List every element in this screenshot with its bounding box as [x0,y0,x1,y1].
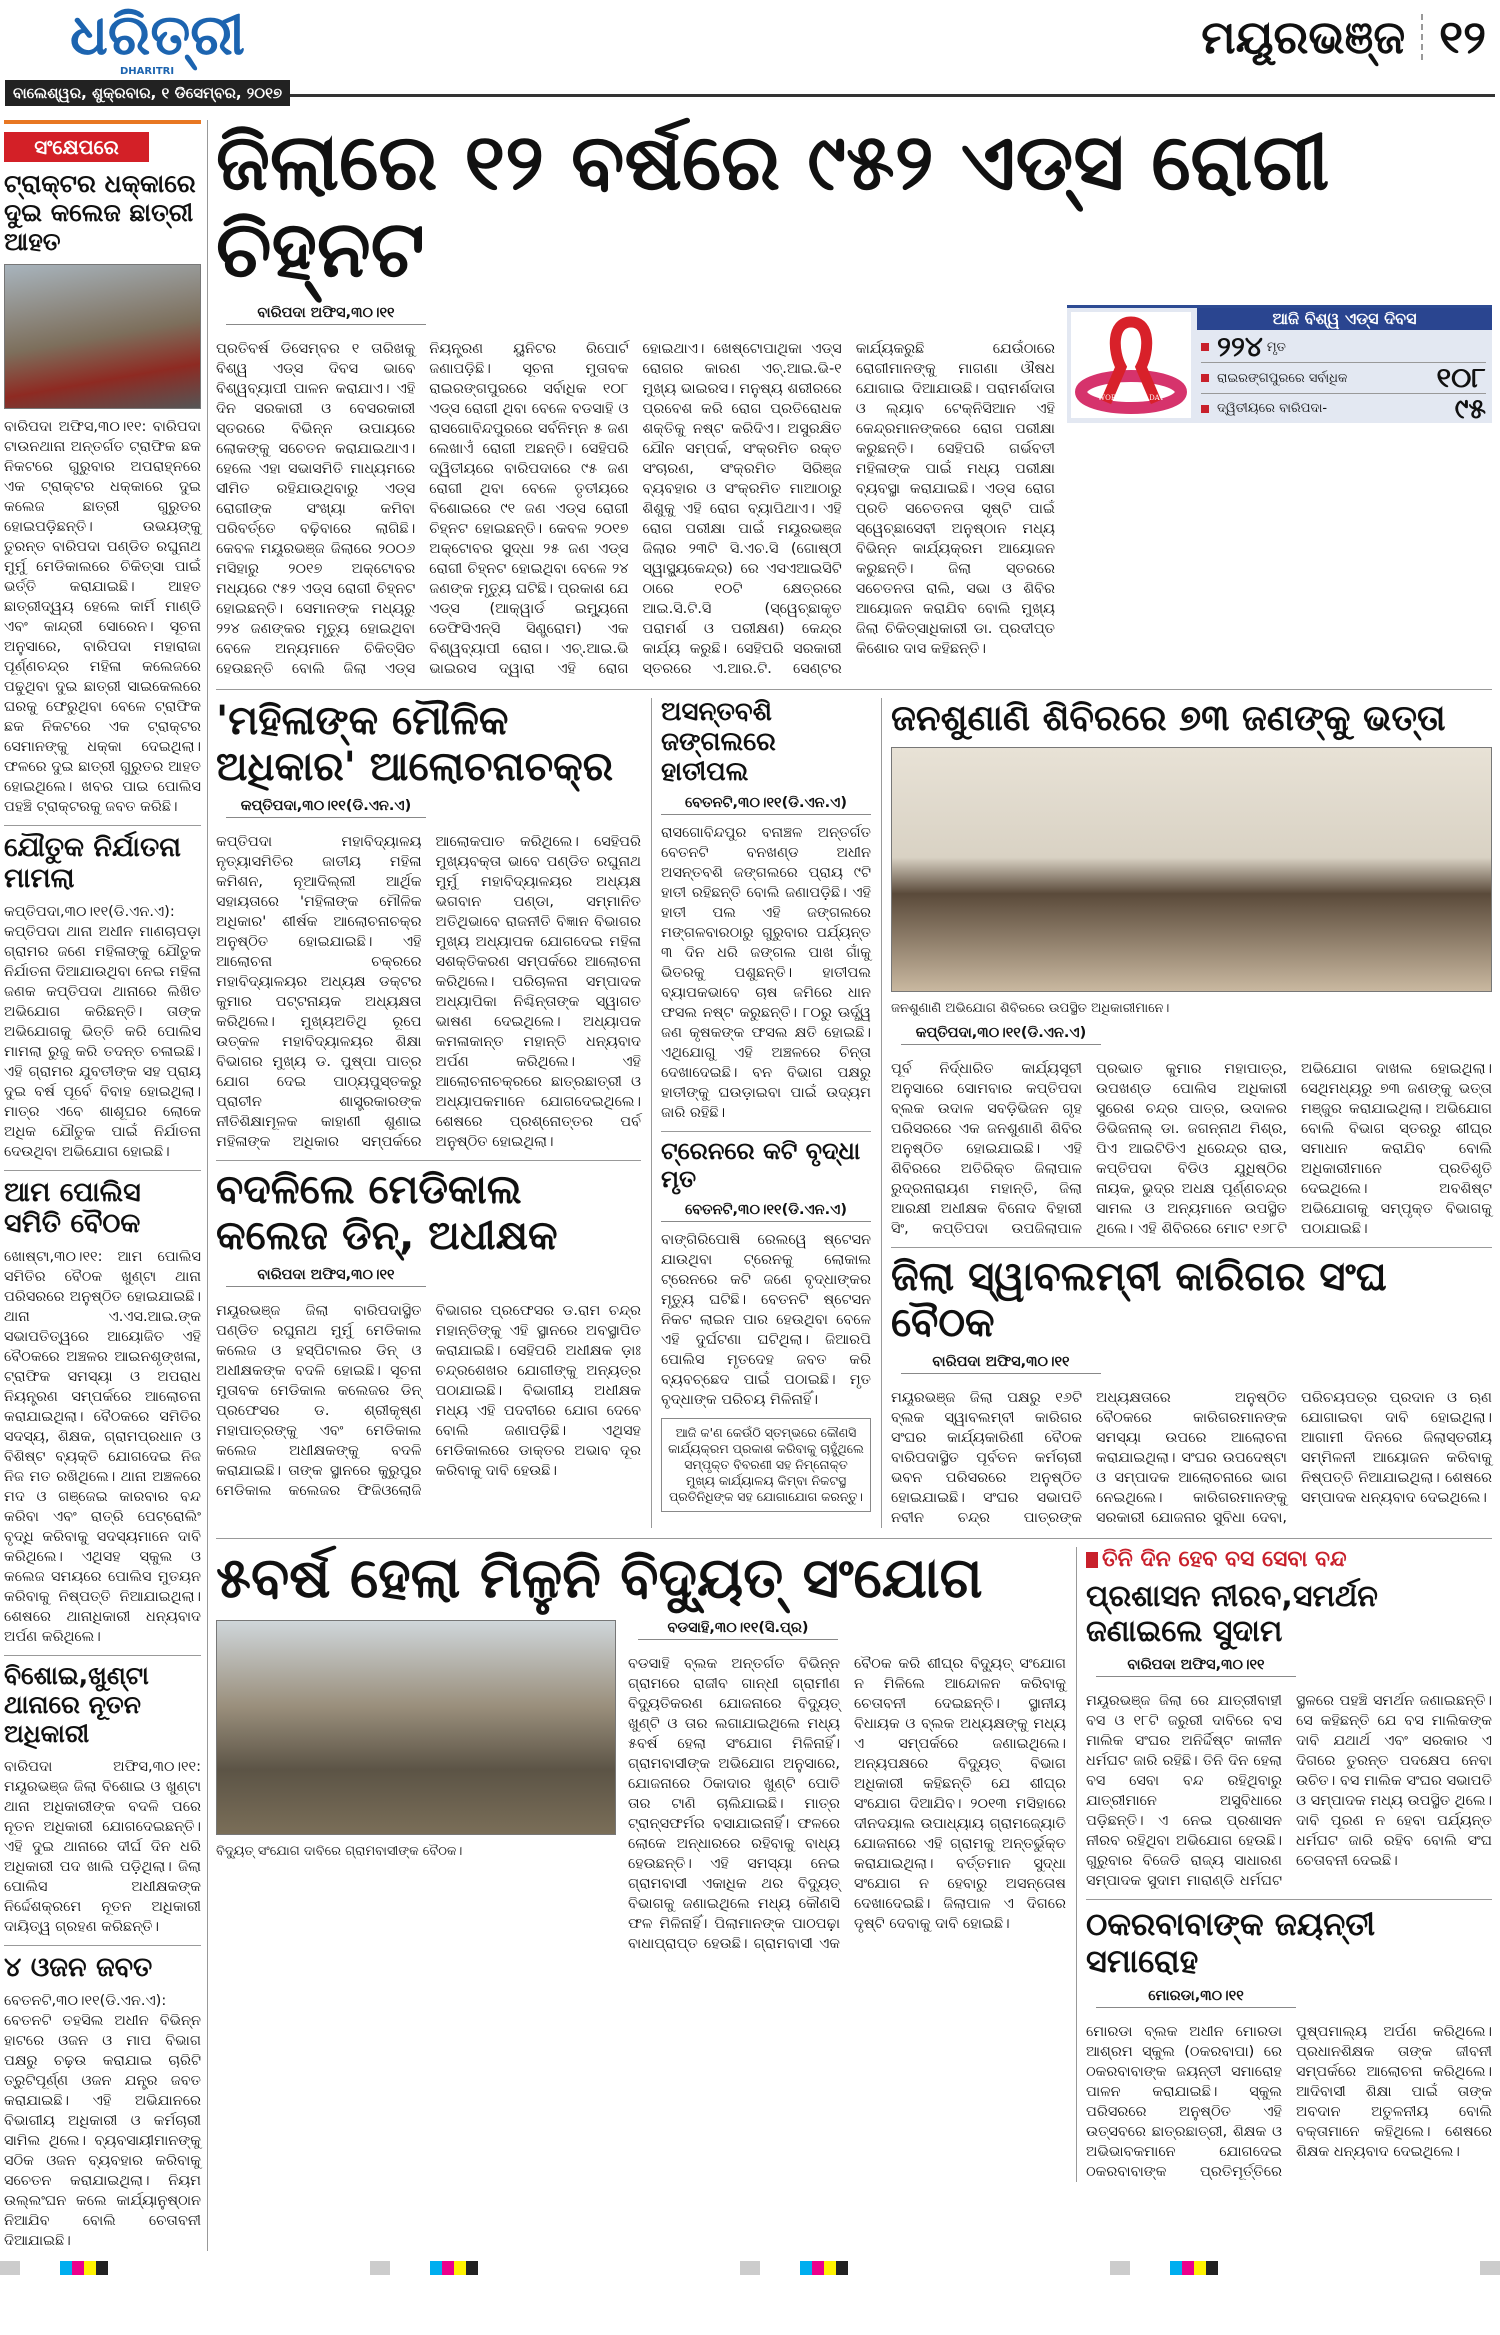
article-body: ବଡସାହି ବ୍ଲକ ଅନ୍ତର୍ଗତ ବିଭିନ୍ନ ଗ୍ରାମରେ ରାଜୀବ ଗାନ୍ଧୀ ଗ୍ରାମୀଣ ବିଦ୍ୟୁତିକରଣ ଯୋଜନାରେ ବିଦ୍ୟୁତ୍ ଖୁଣ୍ଟି ଓ ତାର ଲଗାଯାଇଥିଲେ ମଧ୍ୟ ୫ବର୍ଷ ହେଲା ସଂଯୋଗ ମିଳିନାହିଁ। ଗ୍ରାମବାସୀଙ୍କ ଅଭିଯୋଗ ଅନୁସାରେ, ଯୋଜନାରେ ଠିକାଦାର ଖୁଣ୍ଟି ପୋତି ତାର ଟାଣି ଚାଲିଯାଇଛି। ମାତ୍ର ଟ୍ରାନ୍ସଫର୍ମର ବସାଯାଇନାହିଁ। ଫଳରେ ଲୋକେ ଅନ୍ଧାରରେ ରହିବାକୁ ବାଧ୍ୟ ହେଉଛନ୍ତି। ଏହି ସମସ୍ୟା ନେଇ ଗ୍ରାମବାସୀ ଏକାଧିକ ଥର ବିଦ୍ୟୁତ୍ ବିଭାଗକୁ ଜଣାଇଥିଲେ ମଧ୍ୟ କୌଣସି ଫଳ ମିଳିନାହିଁ। ପିଲାମାନଙ୍କ ପାଠପଢ଼ା ବାଧାପ୍ରାପ୍ତ ହେଉଛି। ଗ୍ରାମବାସୀ ଏକ ବୈଠକ କରି ଶୀଘ୍ର ବିଦ୍ୟୁତ୍ ସଂଯୋଗ ନ ମିଳିଲେ ଆନ୍ଦୋଳନ କରିବାକୁ ଚେତାବନୀ ଦେଇଛନ୍ତି। ସ୍ଥାନୀୟ ବିଧାୟକ ଓ ବ୍ଲକ ଅଧ୍ୟକ୍ଷଙ୍କୁ ମଧ୍ୟ ଏ ସମ୍ପର୍କରେ ଜଣାଇଥିଲେ। ଅନ୍ୟପକ୍ଷରେ ବିଦ୍ୟୁତ୍ ବିଭାଗ ଅଧିକାରୀ କହିଛନ୍ତି ଯେ ଶୀଘ୍ର ସଂଯୋଗ ଦିଆଯିବ। ୨୦୧୩ ମସିହାରେ ଦୀନଦୟାଲ ଉପାଧ୍ୟାୟ ଗ୍ରାମଜ୍ୟୋତି ଯୋଜନାରେ ଏହି ଗ୍ରାମକୁ ଅନ୍ତର୍ଭୁକ୍ତ କରାଯାଇଥିଲା। ବର୍ତ୍ତମାନ ସୁଦ୍ଧା ସଂଯୋଗ ନ ହେବାରୁ ଅସନ୍ତୋଷ ଦେଖାଦେଇଛି। ଜିଲାପାଳ ଏ ଦିଗରେ ଦୃଷ୍ଟି ଦେବାକୁ ଦାବି ହୋଇଛି। [628,1655,1066,1952]
lead-headline: ଜିଲାରେ ୧୨ ବର୍ଷରେ ୯୫୨ ଏଡ୍ସ ରୋଗୀ ଚିହ୍ନଟ [216,118,1330,296]
notice-box: ଆଜି କ'ଣ କେଉଁଠି ସ୍ତମ୍ଭରେ କୌଣସି କାର୍ଯ୍ୟକ୍ରମ ପ୍ରକାଶ କରିବାକୁ ଚାହୁଁଥିଲେ ସମ୍ପୃକ୍ତ ବିବରଣୀ ସହ ନିମ୍ନୋକ୍ତ ମୁଖ୍ୟ କାର୍ଯ୍ୟାଳୟ କିମ୍ବା ନିକଟସ୍ଥ ପ୍ରତିନିଧିଙ୍କ ସହ ଯୋଗାଯୋଗ କରନ୍ତୁ। [661,1418,871,1512]
stat-row: ଦ୍ୱିତୀୟରେ ବାରିପଦା- ୯୫ [1201,394,1486,424]
brief-body: ଖୋଷ୍ଟା,୩୦।୧୧: ଆମ ପୋଲିସ ସମିତିର ବୈଠକ ଖୁଣ୍ଟା ଥାନା ପରିସରରେ ଅନୁଷ୍ଠିତ ହୋଇଯାଇଛି। ଥାନା ଏ.ଏସ.ଆଇ.ଙ୍କ ସଭାପତିତ୍ୱରେ ଆୟୋଜିତ ଏହି ବୈଠକରେ ଅଞ୍ଚଳର ଆଇନଶୃଙ୍ଖଳା, ଟ୍ରାଫିକ ସମସ୍ୟା ଓ ଅପରାଧ ନିୟନ୍ତ୍ରଣ ସମ୍ପର୍କରେ ଆଲୋଚନା କରାଯାଇଥିଲା। ବୈଠକରେ ସମିତିର ସଦସ୍ୟ, ଶିକ୍ଷକ, ଗ୍ରାମପ୍ରଧାନ ଓ ବିଶିଷ୍ଟ ବ୍ୟକ୍ତି ଯୋଗଦେଇ ନିଜ ନିଜ ମତ ରଖିଥିଲେ। ଥାନା ଅଞ୍ଚଳରେ ମଦ ଓ ଗଞ୍ଜେଇ କାରବାର ବନ୍ଦ କରିବା ଏବଂ ରାତ୍ରି ପେଟ୍ରୋଲିଂ ବୃଦ୍ଧି କରିବାକୁ ସଦସ୍ୟମାନେ ଦାବି କରିଥିଲେ। ଏଥିସହ ସ୍କୁଲ ଓ କଲେଜ ସମୟରେ ପୋଲିସ ମୁତୟନ କରିବାକୁ ନିଷ୍ପତ୍ତି ନିଆଯାଇଥିଲା। ଶେଷରେ ଥାନାଧିକାରୀ ଧନ୍ୟବାଦ ଅର୍ପଣ କରିଥିଲେ। [4,1249,201,1646]
headline: ୪ ଓଜନ ଜବତ [4,1945,201,1983]
dateline: ବଡସାହି,୩୦।୧୧(ସି.ପ୍ର) [638,1620,838,1640]
section-title: ମୟୂରଭଞ୍ଜ [1201,10,1406,64]
stat-row: ୨୨୪ ମୃତ [1201,333,1486,363]
article-body: ମୟୂରଭଞ୍ଜ ଜିଲା ବାରିପଦାସ୍ଥିତ ପଣ୍ଡିତ ରଘୁନାଥ ମୁର୍ମୁ ମେଡିକାଲ କଲେଜ ଓ ହସ୍ପିଟାଲର ଡିନ୍ ଓ ଅଧୀକ୍ଷକଙ୍କ ବଦଳି ହୋଇଛି। ସୂଚନା ମୁତାବକ ମେଡିକାଲ କଲେଜର ଡିନ୍ ପ୍ରଫେସର ଡ. ଶ୍ରୀକୃଷ୍ଣ ମହାପାତ୍ରଙ୍କୁ ଏବଂ ମେଡିକାଲ କଲେଜ ଅଧୀକ୍ଷକଙ୍କୁ ବଦଳି କରାଯାଇଛି। ତାଙ୍କ ସ୍ଥାନରେ କୁରୁପୁର ମେଡିକାଲ କଲେଜର ଫିଜିଓଲୋଜି ବିଭାଗର ପ୍ରଫେସର ଡ.ରାମ ଚନ୍ଦ୍ର ମହାନ୍ତିଙ୍କୁ ଏହି ସ୍ଥାନରେ ଅବସ୍ଥାପିତ କରାଯାଇଛି। ସେହିପରି ଅଧୀକ୍ଷକ ଡ଼ାଃ ଚନ୍ଦ୍ରଶେଖର ଯୋଗୀଙ୍କୁ ଅନ୍ୟତ୍ର ପଠାଯାଇଛି। ବିଭାଗୀୟ ଅଧୀକ୍ଷକ ମଧ୍ୟ ଏହି ପଦବୀରେ ଯୋଗ ଦେବେ ବୋଲି ଜଣାପଡ଼ିଛି। ଏଥିସହ ମେଡିକାଲରେ ଡାକ୍ତର ଅଭାବ ଦୂର କରିବାକୁ ଦାବି ହେଉଛି। [216,1302,641,1499]
dateline: ମୋରଡା,୩୦।୧୧ [1096,1988,1296,2008]
logo-text: WORLD AIDS DAY [1097,393,1165,402]
brief-body: କପ୍ତିପଦା,୩୦।୧୧(ଡି.ଏନ.ଏ): କପ୍ତିପଦା ଥାନା ଅଧୀନ ମାଣଚାପଡ଼ା ଗ୍ରାମର ଜଣେ ମହିଳାଙ୍କୁ ଯୌତୁକ ନିର୍ଯାତନା ଦିଆଯାଉଥିବା ନେଇ ମହିଳା ଜଣକ କପ୍ତିପଦା ଥାନାରେ ଲିଖିତ ଅଭିଯୋଗ କରିଛନ୍ତି। ତାଙ୍କ ଅଭିଯୋଗକୁ ଭିତ୍ତି କରି ପୋଲିସ ମାମଲା ରୁଜୁ କରି ତଦନ୍ତ ଚଳାଇଛି। ଏହି ଗ୍ରାମର ଯୁବତୀଙ୍କ ସହ ପ୍ରାୟ ଦୁଇ ବର୍ଷ ପୂର୍ବେ ବିବାହ ହୋଇଥିଲା। ମାତ୍ର ଏବେ ଶାଶୂଘର ଲୋକେ ଅଧିକ ଯୌତୁକ ପାଇଁ ନିର୍ଯାତନା ଦେଉଥିବା ଅଭିଯୋଗ ହୋଇଛି। [4,904,201,1161]
page-body [0,112,1500,2251]
photo-caption: ଜନଶୁଣାଣି ଅଭିଯୋଗ ଶିବିରରେ ଉପସ୍ଥିତ ଅଧିକାରୀମାନେ। [891,1001,1170,1017]
electric-text [628,1620,1066,1954]
electric-content [216,1620,1066,1954]
brief-body: ବାରିପଦା ଅଫିସ,୩୦।୧୧: ମୟୂରଭଞ୍ଜ ଜିଲା ବିଶୋଇ ଓ ଖୁଣ୍ଟା ଥାନା ଅଧିକାରୀଙ୍କ ବଦଳି ପରେ ନୂତନ ଅଧିକାରୀ ଯୋଗଦେଇଛନ୍ତି। ଏହି ଦୁଇ ଥାନାରେ ଦୀର୍ଘ ଦିନ ଧରି ଅଧିକାରୀ ପଦ ଖାଲି ପଡ଼ିଥିଲା। ଜିଲା ପୋଲିସ ଅଧୀକ୍ଷକଙ୍କ ନିର୍ଦ୍ଦେଶକ୍ରମେ ନୂତନ ଅଧିକାରୀ ଦାୟିତ୍ୱ ଗ୍ରହଣ କରିଛନ୍ତି। [4,1758,201,1935]
dateline: କପ୍ତିପଦା,୩୦।୧୧(ଡି.ଏନ.ଏ) [226,798,426,818]
brief-column [4,120,208,2251]
brief-body: ବେତନଟି,୩୦।୧୧(ଡି.ଏନ.ଏ): ବେତନଟି ତହସିଲ ଅଧୀନ ବିଭିନ୍ନ ହାଟରେ ଓଜନ ଓ ମାପ ବିଭାଗ ପକ୍ଷରୁ ଚଢ଼ଉ କରାଯାଇ ଚାରିଟି ତ୍ରୁଟିପୂର୍ଣ୍ଣ ଓଜନ ଯନ୍ତ୍ର ଜବତ କରାଯାଇଛି। ଏହି ଅଭିଯାନରେ ବିଭାଗୀୟ ଅଧିକାରୀ ଓ କର୍ମଚାରୀ ସାମିଲ ଥିଲେ। ବ୍ୟବସାୟୀମାନଙ୍କୁ ସଠିକ ଓଜନ ବ୍ୟବହାର କରିବାକୁ ସଚେତନ କରାଯାଇଥିଲା। ନିୟମ ଉଲ୍ଲଂଘନ କଲେ କାର୍ଯ୍ୟାନୁଷ୍ଠାନ ନିଆଯିବ ବୋଲି ଚେତାବନୀ ଦିଆଯାଇଛି। [4,1992,201,2249]
page-number: ୧୨ [1421,14,1486,60]
headline: ବିଶୋଇ,ଖୁଣ୍ଟା ଥାନାରେ ନୂତନ ଅଧିକାରୀ [4,1655,201,1748]
article-body: ରାସଗୋବିନ୍ଦପୁର ବନାଞ୍ଚଳ ଅନ୍ତର୍ଗତ ବେତନଟି ବନଖଣ୍ଡ ଅଧୀନ ଅସନ୍ତବଶି ଜଙ୍ଗଲରେ ପ୍ରାୟ ୯ଟି ହାତୀ ରହିଛନ୍ତି ବୋଲି ଜଣାପଡ଼ିଛି। ଏହି ହାତୀ ପଲ ଏହି ଜଙ୍ଗଲରେ ମଙ୍ଗଳବାରଠାରୁ ଗୁରୁବାର ପର୍ଯ୍ୟନ୍ତ ୩ ଦିନ ଧରି ଜଙ୍ଗଲ ପାଖ ଗାଁକୁ ଭିତରକୁ ପଶୁଛନ୍ତି। ହାତୀପଲ ବ୍ୟାପକଭାବେ ଚାଷ ଜମିରେ ଧାନ ଫସଲ ନଷ୍ଟ କରୁଛନ୍ତି। ୮୦ରୁ ଊର୍ଦ୍ଧ୍ୱ ଜଣ କୃଷକଙ୍କ ଫସଲ କ୍ଷତି ହୋଇଛି। ଏଥିଯୋଗୁ ଏହି ଅଞ୍ଚଳରେ ଚିନ୍ତା ଦେଖାଦେଇଛି। ବନ ବିଭାଗ ପକ୍ଷରୁ ହାତୀଙ୍କୁ ଘଉଡ଼ାଇବା ପାଇଁ ଉଦ୍ୟମ ଜାରି ରହିଛି। [661,825,871,1122]
kicker [1086,1547,1492,1572]
headline: ଯୌତୁକ ନିର୍ଯାତନା ମାମଲା [4,825,201,894]
print-registration-bar [0,2261,1500,2275]
dateline: ବେତନଟି,୩୦।୧୧(ଡି.ଏନ.ଏ) [661,795,871,815]
headline: ବଦଳିଲେ ମେଡିକାଲ କଲେଜ ଡିନ୍, ଅଧୀକ୍ଷକ [216,1160,641,1259]
brief-badge: ସଂକ୍ଷେପରେ [4,132,149,162]
dateline: ବାରିପଦା ଅଫିସ,୩୦।୧୧ [1096,1657,1296,1677]
right-stack [881,698,1492,1528]
right-bottom-stack [1076,1547,1492,2182]
dateline: ବାରିପଦା ଅଫିସ,୩୦।୧୧ [226,305,426,325]
section-header [1201,10,1486,64]
dateline: ବେତନଟି,୩୦।୧୧(ଡି.ଏନ.ଏ) [661,1202,871,1222]
brief-accent-bar [4,120,201,124]
lead-text-column [216,305,1055,679]
headline: ଟ୍ରାକ୍ଟର ଧକ୍କାରେ ଦୁଇ କଲେଜ ଛାତ୍ରୀ ଆହତ [4,169,196,256]
electric-article [216,1547,1066,2182]
article-body: ମୟୂରଭଞ୍ଜ ଜିଲା ରେ ଯାତ୍ରୀବାହୀ ବସ ଓ ୧୮ଟି ଜରୁରୀ ଦାବିରେ ବସ ମାଲିକ ସଂଘର ଅନିର୍ଦ୍ଦିଷ୍ଟ କାଳୀନ ଧର୍ମଘଟ ଜାରି ରହିଛି। ତିନି ଦିନ ହେଲା ବସ ସେବା ବନ୍ଦ ରହିଥିବାରୁ ଯାତ୍ରୀମାନେ ଅସୁବିଧାରେ ପଡ଼ିଛନ୍ତି। ଏ ନେଇ ପ୍ରଶାସନ ନୀରବ ରହିଥିବା ଅଭିଯୋଗ ହେଉଛି। ଗୁରୁବାର ବିଜେଡି ରାଜ୍ୟ ସାଧାରଣ ସମ୍ପାଦକ ସୁଦାମ ମାରାଣ୍ଡି ଧର୍ମଘଟ ସ୍ଥଳରେ ପହଞ୍ଚି ସମର୍ଥନ ଜଣାଇଛନ୍ତି। ସେ କହିଛନ୍ତି ଯେ ବସ ମାଲିକଙ୍କ ଦାବି ଯଥାର୍ଥ ଏବଂ ସରକାର ଏ ଦିଗରେ ତୁରନ୍ତ ପଦକ୍ଷେପ ନେବା ଉଚିତ। ବସ ମାଲିକ ସଂଘର ସଭାପତି ଓ ସମ୍ପାଦକ ମଧ୍ୟ ଉପସ୍ଥିତ ଥିଲେ। ଦାବି ପୂରଣ ନ ହେବା ପର୍ଯ୍ୟନ୍ତ ଧର୍ମଘଟ ଜାରି ରହିବ ବୋଲି ସଂଘ ଚେତାବନୀ ଦେଇଛି। [1086,1693,1492,1890]
tractor-photo [4,264,201,409]
logo-english: DHARITRI [120,66,175,77]
stat-row: ରାଇରଙ୍ଗପୁରରେ ସର୍ବାଧିକ ୧୦୮ [1201,364,1486,394]
masthead [0,0,1500,112]
lead-article [216,305,1492,679]
main-area [216,120,1492,2251]
headline: ଜନଶୁଣାଣି ଶିବିରରେ ୭୩ ଜଣଙ୍କୁ ଭତ୍ତା [891,697,1446,739]
lead-body: ପ୍ରତିବର୍ଷ ଡିସେମ୍ବର ୧ ତାରିଖକୁ ବିଶ୍ୱ ଏଡ୍ସ ଦିବସ ଭାବେ ବିଶ୍ୱବ୍ୟାପୀ ପାଳନ କରାଯାଏ। ଏହି ଦିନ ସରକାରୀ ଓ ବେସରକାରୀ ସ୍ତରରେ ବିଭିନ୍ନ ଉପାୟରେ ଲୋକଙ୍କୁ ସଚେତନ କରାଯାଇଥାଏ। ହେଲେ ଏହା ସଭାସମିତି ମାଧ୍ୟମରେ ସୀମିତ ରହିଯାଉଥିବାରୁ ଏଡ୍ସ ରୋଗୀଙ୍କ ସଂଖ୍ୟା କମିବା ପରିବର୍ତ୍ତେ ବଢ଼ିବାରେ ଲାଗିଛି। କେବଳ ମୟୂରଭଞ୍ଜ ଜିଲାରେ ୨୦୦୬ ମସିହାରୁ ୨୦୧୭ ଅକ୍ଟୋବର ମଧ୍ୟରେ ୯୫୨ ଏଡ୍ସ ରୋଗୀ ଚିହ୍ନଟ ହୋଇଛନ୍ତି। ସେମାନଙ୍କ ମଧ୍ୟରୁ ୨୨୪ ଜଣଙ୍କର ମୃତ୍ୟୁ ହୋଇଥିବା ବେଳେ ଅନ୍ୟମାନେ ଚିକିତ୍ସିତ ହେଉଛନ୍ତି ବୋଲି ଜିଲା ଏଡ୍ସ ନିୟନ୍ତ୍ରଣ ୟୁନିଟର ରିପୋର୍ଟ ଜଣାପଡ଼ିଛି। ସୂଚନା ମୁତାବକ ରାଇରଙ୍ଗପୁରରେ ସର୍ବାଧିକ ୧୦୮ ଏଡ୍ସ ରୋଗୀ ଥିବା ବେଳେ ବଡସାହି ଓ ରାସଗୋବିନ୍ଦପୁରରେ ସର୍ବନିମ୍ନ ୫ ଜଣ ଲେଖାଏଁ ରୋଗୀ ଅଛନ୍ତି। ସେହିପରି ଦ୍ୱିତୀୟରେ ବାରିପଦାରେ ୯୫ ଜଣ ରୋଗୀ ଥିବା ବେଳେ ତୃତୀୟରେ ବିଶୋଇରେ ୯୧ ଜଣ ଏଡ୍ସ ରୋଗୀ ଚିହ୍ନଟ ହୋଇଛନ୍ତି। କେବଳ ୨୦୧୭ ଅକ୍ଟୋବର ସୁଦ୍ଧା ୨୫ ଜଣ ଏଡ୍ସ ରୋଗୀ ଚିହ୍ନଟ ହୋଇଥିବା ବେଳେ ୨୪ ଜଣଙ୍କ ମୃତ୍ୟୁ ଘଟିଛି। ପ୍ରକାଶ ଯେ ଏଡ୍ସ (ଆକ୍ୱାର୍ଡ ଇମ୍ୟୁନୋ ଡେଫିସିଏନ୍ସି ସିଣ୍ଡ୍ରୋମ) ଏକ ବିଶ୍ୱବ୍ୟାପୀ ରୋଗ। ଏଚ୍.ଆଇ.ଭି ଭାଇରସ ଦ୍ୱାରା ଏହି ରୋଗ ହୋଇଥାଏ। ଖେଷ୍ଟୋପାଥିକା ଏଡ୍ସ ରୋଗର କାରଣ ଏଚ୍.ଆଇ.ଭି-୧ ମୁଖ୍ୟ ଭାଇରସ। ମନୁଷ୍ୟ ଶରୀରରେ ପ୍ରବେଶ କରି ରୋଗ ପ୍ରତିରୋଧକ ଶକ୍ତିକୁ ନଷ୍ଟ କରିଦିଏ। ଅସୁରକ୍ଷିତ ଯୌନ ସମ୍ପର୍କ, ସଂକ୍ରମିତ ରକ୍ତ ସଂଚାରଣ, ସଂକ୍ରମିତ ସିରିଞ୍ଜ ବ୍ୟବହାର ଓ ସଂକ୍ରମିତ ମାଆଠାରୁ ଶିଶୁକୁ ଏହି ରୋଗ ବ୍ୟାପିଥାଏ। ଏହି ରୋଗ ପରୀକ୍ଷା ପାଇଁ ମୟୂରଭଞ୍ଜ ଜିଲାର ୨୩ଟି ସି.ଏଚ.ସି (ଗୋଷ୍ଠୀ ସ୍ୱାସ୍ଥ୍ୟକେନ୍ଦ୍ର) ରେ ଏସଏଆଇସିଟି ଠାରେ ୧୦ଟି କ୍ଷେତ୍ରରେ ଆଇ.ସି.ଟି.ସି (ସ୍ୱେଚ୍ଛାକୃତ ପରାମର୍ଶ ଓ ପରୀକ୍ଷଣ) କେନ୍ଦ୍ର କାର୍ଯ୍ୟ କରୁଛି। ସେହିପରି ସରକାରୀ ସ୍ତରରେ ଏ.ଆର.ଟି. ସେଣ୍ଟର କାର୍ଯ୍ୟକରୁଛି ଯେଉଁଠାରେ ରୋଗୀମାନଙ୍କୁ ମାଗଣା ଔଷଧ ଯୋଗାଇ ଦିଆଯାଉଛି। ପରାମର୍ଶଦାତା ଓ ଲ୍ୟାବ ଟେକ୍ନିସିଆନ ଏହି କେନ୍ଦ୍ରମାନଙ୍କରେ ରୋଗ ପରୀକ୍ଷା କରୁଛନ୍ତି। ସେହିପରି ଗର୍ଭବତୀ ମହିଳାଙ୍କ ପାଇଁ ମଧ୍ୟ ପରୀକ୍ଷା ବ୍ୟବସ୍ଥା କରାଯାଇଛି। ଏଡ୍ସ ରୋଗ ପ୍ରତି ସଚେତନତା ସୃଷ୍ଟି ପାଇଁ ସ୍ୱେଚ୍ଛାସେବୀ ଅନୁଷ୍ଠାନ ମଧ୍ୟ ବିଭିନ୍ନ କାର୍ଯ୍ୟକ୍ରମ ଆୟୋଜନ କରୁଛନ୍ତି। ଜିଲା ସ୍ତରରେ ସଚେତନତା ରାଲି, ସଭା ଓ ଶିବିର ଆୟୋଜନ କରାଯିବ ବୋଲି ମୁଖ୍ୟ ଜିଲା ଚିକିତ୍ସାଧିକାରୀ ଡା. ପ୍ରଦୀପ୍ତ କିଶୋର ଦାସ କହିଛନ୍ତି। [216,340,1055,677]
villagers-photo [216,1620,616,1835]
red-ribbon-logo [1071,312,1191,418]
middle-section [216,689,1492,1528]
article-body: ବାଙ୍ଗିରିପୋଷି ରେଲୱେ ଷ୍ଟେସନ ଯାଉଥିବା ଟ୍ରେନକୁ ଲୋକାଲ ଟ୍ରେନରେ କଟି ଜଣେ ବୃଦ୍ଧାଙ୍କର ମୃତ୍ୟୁ ଘଟିଛି। ବେତନଟି ଷ୍ଟେସନ ନିକଟ ଲାଇନ ପାର ହେଉଥିବା ବେଳେ ଏହି ଦୁର୍ଘଟଣା ଘଟିଥିଲା। ଜିଆରପି ପୋଲିସ ମୃତଦେହ ଜବତ କରି ବ୍ୟବଚ୍ଛେଦ ପାଇଁ ପଠାଇଛି। ମୃତ ବୃଦ୍ଧାଙ୍କ ପରିଚୟ ମିଳିନାହିଁ। [661,1231,871,1408]
article-body: ମୋରଡା ବ୍ଲକ ଅଧୀନ ମୋରଡା ଆଶ୍ରମ ସ୍କୁଲ (ଠକରବାପା) ରେ ଠକରବାବାଙ୍କ ଜୟନ୍ତୀ ସମାରୋହ ପାଳନ କରାଯାଇଛି। ସ୍କୁଲ ପରିସରରେ ଅନୁଷ୍ଠିତ ଏହି ଉତ୍ସବରେ ଛାତ୍ରଛାତ୍ରୀ, ଶିକ୍ଷକ ଓ ଅଭିଭାବକମାନେ ଯୋଗଦେଇ ଠକରବାବାଙ୍କ ପ୍ରତିମୂର୍ତ୍ତିରେ ପୁଷ୍ପମାଲ୍ୟ ଅର୍ପଣ କରିଥିଲେ। ପ୍ରଧାନଶିକ୍ଷକ ତାଙ୍କ ଜୀବନୀ ସମ୍ପର୍କରେ ଆଲୋଚନା କରିଥିଲେ। ଆଦିବାସୀ ଶିକ୍ଷା ପାଇଁ ତାଙ୍କ ଅବଦାନ ଅତୁଳନୀୟ ବୋଲି ବକ୍ତାମାନେ କହିଥିଲେ। ଶେଷରେ ଶିକ୍ଷକ ଧନ୍ୟବାଦ ଦେଇଥିଲେ। [1086,2023,1492,2180]
left-stack [216,698,641,1528]
headline: ୫ବର୍ଷ ହେଲା ମିଳୁନି ବିଦ୍ୟୁତ୍ ସଂଯୋଗ [216,1546,983,1612]
brief-body: ବାରିପଦା ଅଫିସ,୩୦।୧୧: ବାରିପଦା ଟାଉନଥାନା ଅନ୍ତର୍ଗତ ଟ୍ରାଫିକ ଛକ ନିକଟରେ ଗୁରୁବାର ଅପରାହ୍ନରେ ଏକ ଟ୍ରାକ୍ଟର ଧକ୍କାରେ ଦୁଇ କଲେଜ ଛାତ୍ରୀ ଗୁରୁତର ହୋଇପଡ଼ିଛନ୍ତି। ଉଭୟଙ୍କୁ ତୁରନ୍ତ ବାରିପଦା ପଣ୍ଡିତ ରଘୁନାଥ ମୁର୍ମୁ ମେଡିକାଲରେ ଚିକିତ୍ସା ପାଇଁ ଭର୍ତ୍ତି କରାଯାଇଛି। ଆହତ ଛାତ୍ରୀଦ୍ୱୟ ହେଲେ କାର୍ମି ମାଣ୍ଡି ଏବଂ କାନ୍ଦ୍ରୀ ସୋରେନ। ସୂଚନା ଅନୁସାରେ, ବାରିପଦା ମହାରାଜା ପୂର୍ଣ୍ଣଚନ୍ଦ୍ର ମହିଳା କଲେଜରେ ପଢୁଥିବା ଦୁଇ ଛାତ୍ରୀ ସାଇକେଲରେ ଘରକୁ ଫେରୁଥିବା ବେଳେ ଟ୍ରାଫିକ ଛକ ନିକଟରେ ଏକ ଟ୍ରାକ୍ଟର ସେମାନଙ୍କୁ ଧକ୍କା ଦେଇଥିଲା। ଫଳରେ ଦୁଇ ଛାତ୍ରୀ ଗୁରୁତର ଆହତ ହୋଇଥିଲେ। ଖବର ପାଇ ପୋଲିସ ପହଞ୍ଚି ଟ୍ରାକ୍ଟରକୁ ଜବତ କରିଛି। [4,419,201,816]
headline: ଅସନ୍ତବଶି ଜଙ୍ଗଲରେ ହାତୀପଲ [661,696,776,787]
article-body: କପ୍ତିପଦା ମହାବିଦ୍ୟାଳୟ ନୃତ୍ୟାସମିତିର ଜାତୀୟ ମହିଳା କମିଶନ, ନୂଆଦିଲ୍ଲୀ ଆର୍ଥିକ ସହାୟତାରେ 'ମହିଳାଙ୍କ ମୌଳିକ ଅଧିକାର' ଶୀର୍ଷକ ଆଲୋଚନାଚକ୍ର ଅନୁଷ୍ଠିତ ହୋଇଯାଇଛି। ଏହି ଆଲୋଚନା ଚକ୍ରରେ ମହାବିଦ୍ୟାଳୟର ଅଧ୍ୟକ୍ଷ ଡକ୍ଟର କୁମାର ପଟ୍ଟନାୟକ ଅଧ୍ୟକ୍ଷତା କରିଥିଲେ। ମୁଖ୍ୟଅତିଥି ରୂପେ ଉତ୍କଳ ମହାବିଦ୍ୟାଳୟର ଶିକ୍ଷା ବିଭାଗର ମୁଖ୍ୟ ଡ. ପୁଷ୍ପା ପାତ୍ର ଯୋଗ ଦେଇ ପାଠ୍ୟପୁସ୍ତକରୁ ପ୍ରାଚୀନ ଶାସ୍ତ୍ରକାରଙ୍କ ନୀତିଶିକ୍ଷାମୂଳକ କାହାଣୀ ଶୁଣାଇ ମହିଳାଙ୍କ ଅଧିକାର ସମ୍ପର୍କରେ ଆଲୋକପାତ କରିଥିଲେ। ସେହିପରି ମୁଖ୍ୟବକ୍ତା ଭାବେ ପଣ୍ଡିତ ରଘୁନାଥ ମୁର୍ମୁ ମହାବିଦ୍ୟାଳୟର ଅଧ୍ୟକ୍ଷ ଭଗବାନ ପଣ୍ଡା, ସମ୍ମାନିତ ଅତିଥିଭାବେ ରାଜନୀତି ବିଜ୍ଞାନ ବିଭାଗର ମୁଖ୍ୟ ଅଧ୍ୟାପକ ଯୋଗଦେଇ ମହିଳା ସଶକ୍ତିକରଣ ସମ୍ପର୍କରେ ଆଲୋଚନା କରିଥିଲେ। ପରିଚାଳନା ସମ୍ପାଦକ ଅଧ୍ୟାପିକା ନିଶ୍ଚିନ୍ତାଙ୍କ ସ୍ୱାଗତ ଭାଷଣ ଦେଇଥିଲେ। ଅଧ୍ୟାପକ କମଳାକାନ୍ତ ମହାନ୍ତି ଧନ୍ୟବାଦ ଅର୍ପଣ କରିଥିଲେ। ଏହି ଆଲୋଚନାଚକ୍ରରେ ଛାତ୍ରଛାତ୍ରୀ ଓ ଅଧ୍ୟାପକମାନେ ଯୋଗଦେଇଥିଲେ। ଶେଷରେ ପ୍ରଶ୍ନୋତ୍ତର ପର୍ବ ଅନୁଷ୍ଠିତ ହୋଇଥିଲା। [216,833,641,1150]
dateline: କପ୍ତିପଦା,୩୦।୧୧(ଡି.ଏନ.ଏ) [901,1025,1101,1045]
headline: ଟ୍ରେନରେ କଟି ବୃଦ୍ଧା ମୃତ [661,1131,871,1193]
article-body: ମୟୂରଭଞ୍ଜ ଜିଲା ପକ୍ଷରୁ ୧୬ଟି ବ୍ଲକ ସ୍ୱାବଲମ୍ବୀ କାରିଗର ସଂଘର କାର୍ଯ୍ୟକାରିଣୀ ବୈଠକ ବାରିପଦାସ୍ଥିତ ପୂର୍ବତନ କର୍ମଚାରୀ ଭବନ ପରିସରରେ ଅନୁଷ୍ଠିତ ହୋଇଯାଇଛି। ସଂଘର ସଭାପତି ନବୀନ ଚନ୍ଦ୍ର ପାତ୍ରଙ୍କ ଅଧ୍ୟକ୍ଷତାରେ ଅନୁଷ୍ଠିତ ବୈଠକରେ କାରିଗରମାନଙ୍କ ସମସ୍ୟା ଉପରେ ଆଲୋଚନା କରାଯାଇଥିଲା। ସଂଘର ଉପଦେଷ୍ଟା ଓ ସମ୍ପାଦକ ଆଲୋଚନାରେ ଭାଗ ନେଇଥିଲେ। କାରିଗରମାନଙ୍କୁ ସରକାରୀ ଯୋଜନାର ସୁବିଧା ଦେବା, ପରିଚୟପତ୍ର ପ୍ରଦାନ ଓ ଋଣ ଯୋଗାଇବା ଦାବି ହୋଇଥିଲା। ଆଗାମୀ ଦିନରେ ଜିଲାସ୍ତରୀୟ ସମ୍ମିଳନୀ ଆୟୋଜନ କରିବାକୁ ନିଷ୍ପତ୍ତି ନିଆଯାଇଥିଲା। ଶେଷରେ ସମ୍ପାଦକ ଧନ୍ୟବାଦ ଦେଇଥିଲେ। [891,1390,1492,1527]
photo-caption: ବିଦ୍ୟୁତ୍ ସଂଯୋଗ ଦାବିରେ ଗ୍ରାମବାସୀଙ୍କ ବୈଠକ। [216,1843,463,1859]
newspaper-logo: ଧରିତ୍ରୀ [70,3,245,68]
hearing-photo [891,747,1492,992]
aids-day-infobox [1067,305,1492,423]
middle-stack [651,698,871,1528]
bottom-section [216,1538,1492,2182]
edition-date: ବାଲେଶ୍ୱର, ଶୁକ୍ରବାର, ୧ ଡିସେମ୍ବର, ୨୦୧୭ [5,80,290,106]
article-body: ପୂର୍ବ ନିର୍ଦ୍ଧାରିତ କାର୍ଯ୍ୟସୂଚୀ ଅନୁସାରେ ସୋମବାର କପ୍ତିପଦା ବ୍ଲକ ଉଦାଳ ସବଡ଼ିଭିଜନ ଗୃହ ପରିସରରେ ଏକ ଜନଶୁଣାଣି ଶିବିର ଅନୁଷ୍ଠିତ ହୋଇଯାଇଛି। ଏହି ଶିବିରରେ ଅତିରିକ୍ତ ଜିଲାପାଳ ରୁଦ୍ରନାରାୟଣ ମହାନ୍ତି, ଜିଲା ଆରକ୍ଷୀ ଅଧୀକ୍ଷକ ବିନୋଦ ବିହାରୀ ସିଂ, କପ୍ତିପଦା ଉପଜିଲାପାଳ ପ୍ରଭାତ କୁମାର ମହାପାତ୍ର, ଉପଖଣ୍ଡ ପୋଲିସ ଅଧିକାରୀ ସୁରେଶ ଚନ୍ଦ୍ର ପାତ୍ର, ଉଦାଳର ଡିଭିଜନାଲ୍ ଡା. ଜଗନ୍ନାଥ ମିଶ୍ର, ପିଏ ଆଇଟିଡିଏ ଧିରେନ୍ଦ୍ର ରାଉ, କପ୍ତିପଦା ବିଡିଓ ଯୁଧିଷ୍ଠିର ନାୟକ, ଭୁଦ୍ର ଅଧକ୍ଷ ପୂର୍ଣ୍ଣଚନ୍ଦ୍ର ସାମଲ ଓ ଅନ୍ୟମାନେ ଉପସ୍ଥିତ ଥିଲେ। ଏହି ଶିବିରରେ ମୋଟ ୧୬୮ଟି ଅଭିଯୋଗ ଦାଖଲ ହୋଇଥିଲା। ସେଥିମଧ୍ୟରୁ ୭୩ ଜଣଙ୍କୁ ଭତ୍ତା ମଞ୍ଜୁର କରାଯାଇଥିଲା। ଅଭିଯୋଗ ବୋଲି ବିଭାଗ ସ୍ତରରୁ ଶୀଘ୍ର ସମାଧାନ କରାଯିବ ବୋଲି ଅଧିକାରୀମାନେ ପ୍ରତିଶୃତି ଦେଇଥିଲେ। ଅବଶିଷ୍ଟ ଅଭିଯୋଗକୁ ସମ୍ପୃକ୍ତ ବିଭାଗକୁ ପଠାଯାଇଛି। [891,1061,1492,1238]
kicker-text: ତିନି ଦିନ ହେବ ବସ ସେବା ବନ୍ଦ [1102,1547,1347,1573]
headline: ଠକରବାବାଙ୍କ ଜୟନ୍ତୀ ସମାରୋହ [1086,1899,1492,1980]
dateline: ବାରିପଦା ଅଫିସ,୩୦।୧୧ [226,1267,426,1287]
headline: ଆମ ପୋଲିସ ସମିତି ବୈଠକ [4,1170,201,1239]
headline: ଜିଲା ସ୍ୱାବଲମ୍ବୀ କାରିଗର ସଂଘ ବୈଠକ [891,1247,1492,1346]
headline: 'ମହିଳାଙ୍କ ମୌଳିକ ଅଧିକାର' ଆଲୋଚନାଚକ୍ର [216,697,614,790]
headline: ପ୍ରଶାସନ ନୀରବ,ସମର୍ଥନ ଜଣାଇଲେ ସୁଦାମ [1086,1579,1378,1649]
dateline: ବାରିପଦା ଅଫିସ,୩୦।୧୧ [901,1354,1101,1374]
infobox-title: ଆଜି ବିଶ୍ୱ ଏଡ୍ସ ଦିବସ [1197,308,1492,330]
photo-block [216,1620,616,1954]
